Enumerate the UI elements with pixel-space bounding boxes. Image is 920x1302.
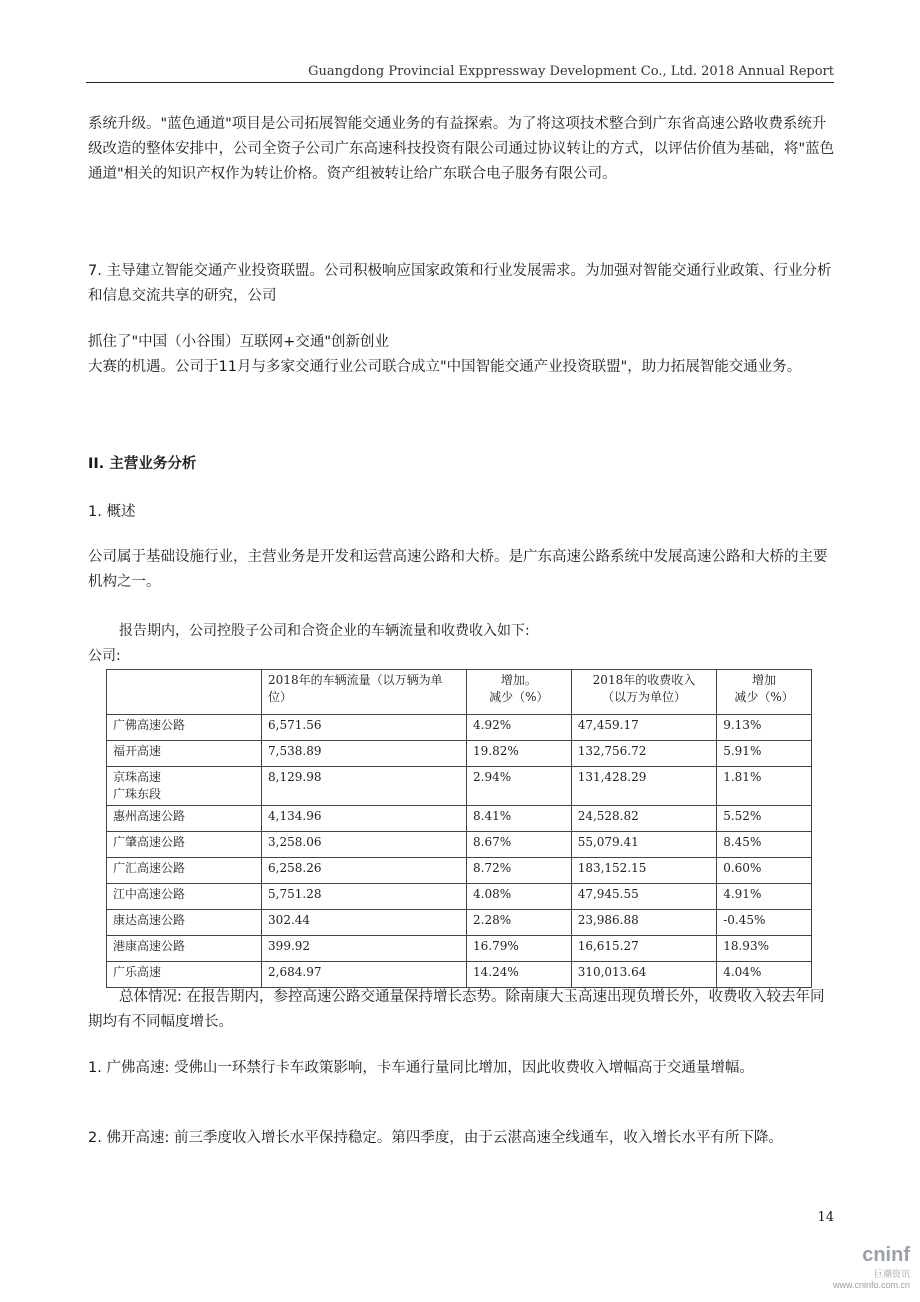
header-cell: 2018年的收费收入 （以万为单位） bbox=[571, 670, 717, 715]
company-label: 公司: bbox=[88, 648, 121, 664]
value-cell: 24,528.82 bbox=[571, 806, 717, 832]
table-row bbox=[107, 962, 812, 988]
value-cell: 9.13% bbox=[717, 715, 812, 741]
value-cell: 16,615.27 bbox=[571, 936, 717, 962]
header-cell bbox=[107, 670, 262, 715]
value-cell: 5.52% bbox=[717, 806, 812, 832]
header-divider bbox=[86, 82, 834, 83]
value-cell: 8.72% bbox=[467, 858, 572, 884]
table-row bbox=[107, 936, 812, 962]
road-name-cell: 广肇高速公路 bbox=[107, 832, 262, 858]
summary-paragraph: 总体情况: 在报告期内，参控高速公路交通量保持增长态势。除南康大玉高速出现负增长外，收费收入较去年同期均有不同幅度增长。 bbox=[88, 989, 825, 1030]
value-cell: 4.91% bbox=[717, 884, 812, 910]
header-cell: 2018年的车辆流量（以万辆为单位） bbox=[262, 670, 467, 715]
page-number: 14 bbox=[817, 1210, 834, 1225]
value-cell: 2.94% bbox=[467, 767, 572, 806]
value-cell: 2,684.97 bbox=[262, 962, 467, 988]
table-row bbox=[107, 858, 812, 884]
table-intro: 报告期内，公司控股子公司和合资企业的车辆流量和收费收入如下: bbox=[119, 623, 530, 639]
header-cell: 增加 减少（%） bbox=[717, 670, 812, 715]
table-row bbox=[107, 741, 812, 767]
cninfo-chinese-name: 巨潮资讯 bbox=[873, 1270, 910, 1280]
value-cell: 6,258.26 bbox=[262, 858, 467, 884]
value-cell: 7,538.89 bbox=[262, 741, 467, 767]
value-cell: 55,079.41 bbox=[571, 832, 717, 858]
road-name-cell: 江中高速公路 bbox=[107, 884, 262, 910]
value-cell: 19.82% bbox=[467, 741, 572, 767]
value-cell: 0.60% bbox=[717, 858, 812, 884]
value-cell: 18.93% bbox=[717, 936, 812, 962]
road-name-cell: 广佛高速公路 bbox=[107, 715, 262, 741]
value-cell: 132,756.72 bbox=[571, 741, 717, 767]
road-name-cell: 惠州高速公路 bbox=[107, 806, 262, 832]
road-name-cell: 康达高速公路 bbox=[107, 910, 262, 936]
value-cell: 16.79% bbox=[467, 936, 572, 962]
value-cell: -0.45% bbox=[717, 910, 812, 936]
road-name-cell: 广汇高速公路 bbox=[107, 858, 262, 884]
road-name-cell: 港康高速公路 bbox=[107, 936, 262, 962]
table-row bbox=[107, 767, 812, 806]
item-guangfo: 1. 广佛高速: 受佛山一环禁行卡车政策影响，卡车通行量同比增加，因此收费收入增幅高于交通量增幅。 bbox=[88, 1060, 754, 1076]
section-heading: II. 主营业务分析 bbox=[88, 456, 197, 472]
header-cell: 增加。 减少（%） bbox=[467, 670, 572, 715]
value-cell: 47,459.17 bbox=[571, 715, 717, 741]
value-cell: 8.67% bbox=[467, 832, 572, 858]
table-row bbox=[107, 910, 812, 936]
paragraph-competition-line1: 抓住了"中国（小谷围）互联网+交通"创新创业 bbox=[88, 334, 389, 350]
paragraph-alliance: 7. 主导建立智能交通产业投资联盟。公司积极响应国家政策和行业发展需求。为加强对智能交通行业政策、行业分析和信息交流共享的研究，公司 bbox=[88, 263, 832, 304]
value-cell: 2.28% bbox=[467, 910, 572, 936]
cninfo-logo: cninf bbox=[862, 1244, 910, 1266]
paragraph-blue-channel: 系统升级。"蓝色通道"项目是公司拓展智能交通业务的有益探索。为了将这项技术整合到广东省高速公路收费系统升级改造的整体安排中，公司全资子公司广东高速科技投资有限公司通过协议转让的方式，以评估价值为基础，将"蓝色通道"相关的知识产权作为转让价格。资产组被转让给广东联合电子服务有限公司。 bbox=[88, 116, 835, 182]
value-cell: 5,751.28 bbox=[262, 884, 467, 910]
table-row bbox=[107, 832, 812, 858]
traffic-revenue-table bbox=[106, 669, 812, 988]
cninfo-url: www.cninfo.com.cn bbox=[832, 1280, 910, 1290]
cninfo-watermark bbox=[833, 1244, 910, 1290]
value-cell: 302.44 bbox=[262, 910, 467, 936]
table-row bbox=[107, 715, 812, 741]
overview-paragraph: 公司属于基础设施行业，主营业务是开发和运营高速公路和大桥。是广东高速公路系统中发展高速公路和大桥的主要机构之一。 bbox=[88, 549, 828, 590]
value-cell: 131,428.29 bbox=[571, 767, 717, 806]
value-cell: 47,945.55 bbox=[571, 884, 717, 910]
value-cell: 310,013.64 bbox=[571, 962, 717, 988]
item-fokai: 2. 佛开高速: 前三季度收入增长水平保持稳定。第四季度，由于云湛高速全线通车，收入增长水平有所下降。 bbox=[88, 1130, 783, 1146]
road-name-cell: 福开高速 bbox=[107, 741, 262, 767]
value-cell: 23,986.88 bbox=[571, 910, 717, 936]
value-cell: 399.92 bbox=[262, 936, 467, 962]
value-cell: 8.45% bbox=[717, 832, 812, 858]
value-cell: 4.04% bbox=[717, 962, 812, 988]
value-cell: 3,258.06 bbox=[262, 832, 467, 858]
section-subheading: 1. 概述 bbox=[88, 504, 136, 520]
value-cell: 4.92% bbox=[467, 715, 572, 741]
road-name-cell: 京珠高速 广珠东段 bbox=[107, 767, 262, 806]
paragraph-competition-rest: 大赛的机遇。公司于11月与多家交通行业公司联合成立"中国智能交通产业投资联盟"，助力拓展智能交通业务。 bbox=[88, 359, 802, 375]
value-cell: 1.81% bbox=[717, 767, 812, 806]
table-row bbox=[107, 884, 812, 910]
report-header-title: Guangdong Provincial Exppressway Development Co., Ltd. 2018 Annual Report bbox=[308, 64, 834, 79]
value-cell: 6,571.56 bbox=[262, 715, 467, 741]
table-header-row bbox=[107, 670, 812, 715]
value-cell: 8,129.98 bbox=[262, 767, 467, 806]
table-row bbox=[107, 806, 812, 832]
value-cell: 4.08% bbox=[467, 884, 572, 910]
value-cell: 4,134.96 bbox=[262, 806, 467, 832]
value-cell: 14.24% bbox=[467, 962, 572, 988]
value-cell: 8.41% bbox=[467, 806, 572, 832]
value-cell: 183,152.15 bbox=[571, 858, 717, 884]
value-cell: 5.91% bbox=[717, 741, 812, 767]
road-name-cell: 广乐高速 bbox=[107, 962, 262, 988]
